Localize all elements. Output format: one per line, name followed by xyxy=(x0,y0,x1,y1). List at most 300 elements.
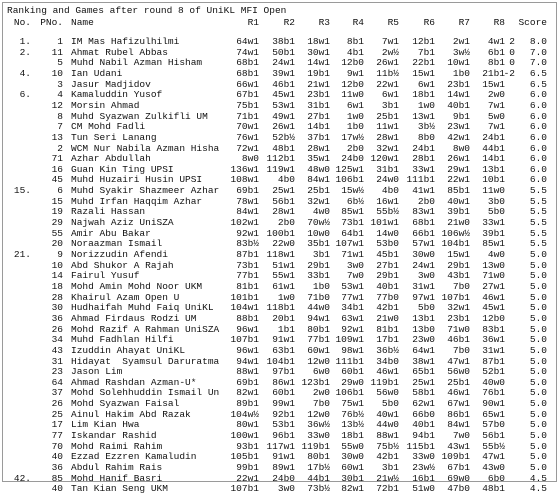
score-cell: 6.0 xyxy=(529,131,547,143)
round-4-result: 76b½ xyxy=(341,408,364,420)
player-number-cell: 29 xyxy=(51,217,63,229)
round-6-result: 13b0 xyxy=(412,323,435,335)
score-cell: 7.0 xyxy=(529,46,547,58)
round-3-result: 3b1 xyxy=(312,249,330,260)
round-1-result: 108w1 xyxy=(230,174,259,186)
round-8-result: 87b1 xyxy=(482,355,505,367)
player-name-cell: CM Mohd Fadli xyxy=(71,121,146,133)
round-3-result: 25b1 xyxy=(307,185,330,197)
player-number-cell: 55 xyxy=(51,227,63,239)
player-number-cell: 30 xyxy=(51,302,63,314)
report-title: Ranking and Games after round 8 of UniKL MFI Open xyxy=(7,5,287,16)
round-3-result: 10w0 xyxy=(307,227,330,239)
round-6-result: 12b1 xyxy=(412,36,435,47)
score-cell: 5.5 xyxy=(529,206,547,218)
round-7-result: 109b1 xyxy=(441,451,470,463)
round-1-result: 67b1 xyxy=(236,89,259,101)
score-cell: 6.0 xyxy=(529,89,547,101)
round-2-result: 22w0 xyxy=(272,238,295,250)
round-5-result: 56w0 xyxy=(376,387,399,399)
round-2-result: 104b1 xyxy=(266,355,295,367)
player-number-cell: 40 xyxy=(51,483,63,495)
round-5-result: 24w0 xyxy=(376,174,399,186)
score-cell: 5.0 xyxy=(529,376,547,388)
player-number-cell: 23 xyxy=(51,366,63,378)
round-7-result: 22w1 xyxy=(447,174,470,186)
round-8-result: 12b0 xyxy=(482,312,505,324)
round-7-result: 7b0 xyxy=(452,344,470,356)
player-name-cell: Mohd Hanif Basri xyxy=(71,472,163,484)
rank-cell: 6. xyxy=(19,89,31,101)
round-1-result: 88w1 xyxy=(236,366,259,378)
round-3-result: 27b1 xyxy=(307,110,330,122)
round-8-result: 46w1 xyxy=(482,291,505,303)
round-2-result: 25w1 xyxy=(272,185,295,197)
player-number-cell: 12 xyxy=(51,99,63,111)
round-4-result: 106b1 xyxy=(335,174,364,186)
table-row xyxy=(3,483,556,495)
player-number-cell: 37 xyxy=(51,387,63,399)
round-6-result: 33w0 xyxy=(412,451,435,463)
score-cell: 6.0 xyxy=(529,110,547,122)
round-8-result: 55b½ xyxy=(482,440,505,452)
round-4-result: 63w1 xyxy=(341,312,364,324)
round-4-result: 92w1 xyxy=(341,323,364,335)
round-5-result: 75b½ xyxy=(376,440,399,452)
round-6-result: 3b½ xyxy=(417,121,435,133)
score-cell: 6.5 xyxy=(529,78,547,90)
player-number-cell: 4 xyxy=(57,89,63,101)
round-8-result: 31w1 xyxy=(482,344,505,356)
round-7-result: 84w1 xyxy=(447,419,470,431)
round-2-result: 20b1 xyxy=(272,312,295,324)
round-7-result: 46b1 xyxy=(447,334,470,346)
round-5-result: 3b1 xyxy=(381,99,399,111)
score-cell: 5.0 xyxy=(529,312,547,324)
round-8-result: 90w1 xyxy=(482,398,505,410)
round-5-result: 5b0 xyxy=(381,398,399,410)
round-1-result: 71b1 xyxy=(236,110,259,122)
player-name-cell: Iskandar Rashid xyxy=(71,430,157,442)
player-number-cell: 28 xyxy=(51,291,63,303)
round-6-result: 24b1 xyxy=(412,142,435,154)
round-2-result: 53b1 xyxy=(272,419,295,431)
round-2-result: 3w0 xyxy=(277,483,295,495)
round-8-result: 56b1 xyxy=(482,430,505,442)
round-1-result: 104w1 xyxy=(230,302,259,314)
player-number-cell: 18 xyxy=(51,280,63,292)
round-8-result: 5b0 xyxy=(487,206,505,218)
player-number-cell: 9 xyxy=(57,249,63,260)
round-7-result: 47w1 xyxy=(447,355,470,367)
round-4-result: 12b0 xyxy=(341,78,364,90)
player-name-cell: Mohd Razif A Rahman UniSZA xyxy=(71,323,220,335)
round-4-result: 106b1 xyxy=(335,387,364,399)
round-8-result: 47w1 xyxy=(482,451,505,463)
player-number-cell: 10 xyxy=(51,67,63,79)
round-3-result: 60w1 xyxy=(307,344,330,356)
score-cell: 5.5 xyxy=(529,195,547,207)
round-7-result: 26w1 xyxy=(447,153,470,165)
round-1-result: 99b1 xyxy=(236,462,259,473)
round-6-result: 5b0 xyxy=(417,302,435,314)
round-4-result: 53w1 xyxy=(341,280,364,292)
round-1-result: 84w1 xyxy=(236,206,259,218)
round-3-result: 12w0 xyxy=(307,355,330,367)
round-5-result: 22w1 xyxy=(376,78,399,90)
round-8-result: 44b1 xyxy=(482,142,505,154)
round-8-result: 48b1 xyxy=(482,483,505,495)
rank-cell: 2. xyxy=(19,46,31,58)
player-name-cell: Mohd Amin Mohd Noor UKM xyxy=(71,280,203,292)
player-number-cell: 36 xyxy=(51,462,63,473)
round-3-result: 19b1 xyxy=(307,67,330,79)
round-8-result: 76b1 xyxy=(482,387,505,399)
player-number-cell: 5 xyxy=(57,57,63,69)
score-cell: 5.0 xyxy=(529,408,547,420)
round-3-result: 80b1 xyxy=(307,323,330,335)
round-5-result: 36b½ xyxy=(376,344,399,356)
round-2-result: 46b1 xyxy=(272,78,295,90)
round-7-result: 47b0 xyxy=(447,483,470,495)
player-name-cell: Ian Udani xyxy=(71,67,123,79)
round-6-result: 13w1 xyxy=(412,110,435,122)
round-5-result: 42b1 xyxy=(376,451,399,463)
round-4-result: 30b1 xyxy=(341,472,364,484)
player-name-cell: Morsin Ahmad xyxy=(71,99,140,111)
player-name-cell: WCM Nur Nabila Azman Hisha xyxy=(71,142,220,154)
round-5-result: 120w1 xyxy=(370,153,399,165)
round-1-result: 73b1 xyxy=(236,259,259,271)
tiebreak-cell: 2 xyxy=(509,36,515,47)
score-cell: 5.0 xyxy=(529,355,547,367)
round-1-result: 81b1 xyxy=(236,280,259,292)
score-cell: 5.0 xyxy=(529,366,547,378)
round-5-result: 14w0 xyxy=(376,227,399,239)
round-7-result: 21w0 xyxy=(447,217,470,229)
round-4-result: 2b0 xyxy=(346,142,364,154)
player-name-cell: Ahmad Firdaus Rodzi UM xyxy=(71,312,197,324)
round-6-result: 23w½ xyxy=(412,462,435,473)
round-2-result: 100b1 xyxy=(266,227,295,239)
player-number-cell: 11 xyxy=(51,46,63,58)
player-name-cell: Muhd Huzairi Husin UPSI xyxy=(71,174,203,186)
player-number-cell: 45 xyxy=(51,174,63,186)
player-name-cell: Tun Seri Lanang xyxy=(71,131,157,143)
round-2-result: 2b0 xyxy=(277,217,295,229)
player-name-cell: Abd Shukor A Rajah xyxy=(71,259,174,271)
player-name-cell: Najwah Aziz UniSZA xyxy=(71,217,174,229)
round-4-result: 7w0 xyxy=(346,270,364,282)
round-7-result: 2w1 xyxy=(452,36,470,47)
round-5-result: 119b1 xyxy=(370,376,399,388)
round-3-result: 28w1 xyxy=(307,142,330,154)
round-4-result: 11w0 xyxy=(341,89,364,101)
round-8-result: 6b0 xyxy=(487,472,505,484)
round-5-result: 40b1 xyxy=(376,280,399,292)
round-5-result: 16w1 xyxy=(376,195,399,207)
round-4-result: 30w0 xyxy=(341,451,364,463)
round-7-result: 86b1 xyxy=(447,408,470,420)
round-3-result: 35b1 xyxy=(307,238,330,250)
round-6-result: 65b1 xyxy=(412,366,435,378)
round-1-result: 76w1 xyxy=(236,131,259,143)
round-2-result: 118b1 xyxy=(266,302,295,314)
round-6-result: 1w0 xyxy=(417,99,435,111)
round-8-result: 65w1 xyxy=(482,408,505,420)
round-3-result: 48w0 xyxy=(307,163,330,175)
round-4-result: 3w0 xyxy=(346,259,364,271)
header-r1: R1 xyxy=(247,17,259,28)
round-5-result: 81b1 xyxy=(376,323,399,335)
player-name-cell: Ahmad Rashdan Azman-U* xyxy=(71,376,197,388)
score-cell: 5.0 xyxy=(529,451,547,463)
player-name-cell: Azhar Abdullah xyxy=(71,153,151,165)
round-7-result: 40w1 xyxy=(447,195,470,207)
player-number-cell: 10 xyxy=(51,259,63,271)
round-1-result: 100w1 xyxy=(230,430,259,442)
player-name-cell: Abdul Rahim Rais xyxy=(71,462,163,473)
round-8-result: 14b1 xyxy=(482,153,505,165)
round-5-result: 31b1 xyxy=(376,163,399,175)
round-5-result: 3b1 xyxy=(381,462,399,473)
round-3-result: 33w0 xyxy=(307,430,330,442)
round-3-result: 17b½ xyxy=(307,462,330,473)
score-cell: 7.0 xyxy=(529,57,547,69)
round-6-result: 62w1 xyxy=(412,398,435,410)
player-number-cell: 26 xyxy=(51,323,63,335)
score-cell: 5.0 xyxy=(529,302,547,314)
round-2-result: 119w1 xyxy=(266,163,295,175)
score-cell: 5.5 xyxy=(529,227,547,239)
player-name-cell: Muhd Nabil Azman Hisham xyxy=(71,57,203,69)
header-r7: R7 xyxy=(458,17,470,28)
rank-cell: 1. xyxy=(19,36,31,47)
round-1-result: 70w1 xyxy=(236,121,259,133)
round-7-result: 7w0 xyxy=(452,430,470,442)
score-cell: 6.5 xyxy=(529,67,547,79)
player-name-cell: Fairul Yusuf xyxy=(71,270,140,282)
score-cell: 5.0 xyxy=(529,280,547,292)
round-3-result: 44w0 xyxy=(307,302,330,314)
round-2-result: 63b1 xyxy=(272,344,295,356)
round-7-result: 40b1 xyxy=(447,99,470,111)
player-number-cell: 6 xyxy=(57,185,63,197)
round-8-result: 4w1 xyxy=(487,36,505,47)
round-7-result: 15w1 xyxy=(447,249,470,260)
round-4-result: 60w1 xyxy=(341,462,364,473)
round-6-result: 23w0 xyxy=(412,334,435,346)
round-1-result: 92w1 xyxy=(236,227,259,239)
round-2-result: 53w1 xyxy=(272,99,295,111)
round-7-result: 29b1 xyxy=(447,259,470,271)
round-8-result: 85w1 xyxy=(482,238,505,250)
round-2-result: 1b1 xyxy=(277,323,295,335)
player-name-cell: Muhd Syakir Shazmeer Azhar xyxy=(71,185,220,197)
player-name-cell: Muhd Syazwan Zulkifli UM xyxy=(71,110,208,122)
round-6-result: 57w1 xyxy=(412,238,435,250)
score-cell: 6.0 xyxy=(529,163,547,175)
rank-cell: 21. xyxy=(13,249,31,260)
round-8-result: 10b1 xyxy=(482,174,505,186)
round-8-result: 24b1 xyxy=(482,131,505,143)
round-6-result: 7b1 xyxy=(417,46,435,58)
round-5-result: 21w0 xyxy=(376,312,399,324)
round-7-result: 106w½ xyxy=(441,227,470,239)
player-number-cell: 43 xyxy=(51,344,63,356)
round-7-result: 42w1 xyxy=(447,131,470,143)
round-3-result: 123b1 xyxy=(301,376,330,388)
player-number-cell: 15 xyxy=(51,195,63,207)
round-6-result: 111b1 xyxy=(406,174,435,186)
round-4-result: 1w0 xyxy=(346,110,364,122)
round-7-result: 107b1 xyxy=(441,291,470,303)
round-2-result: 24b0 xyxy=(272,472,295,484)
round-2-result: 112b1 xyxy=(266,153,295,165)
round-1-result: 77b1 xyxy=(236,270,259,282)
round-4-result: 125w1 xyxy=(335,163,364,175)
round-2-result: 91w1 xyxy=(272,451,295,463)
round-4-result: 6b½ xyxy=(346,195,364,207)
rank-cell: 4. xyxy=(19,67,31,79)
round-4-result: 9w1 xyxy=(346,67,364,79)
round-6-result: 28b1 xyxy=(412,153,435,165)
round-1-result: 104w½ xyxy=(230,408,259,420)
player-name-cell: Izuddin Ahayat UniKL xyxy=(71,344,186,356)
player-number-cell: 14 xyxy=(51,270,63,282)
round-3-result: 29b1 xyxy=(307,259,330,271)
player-name-cell: Guan Kin Ting UPSI xyxy=(71,163,174,175)
round-7-result: 25b1 xyxy=(447,376,470,388)
round-6-result: 3w0 xyxy=(417,270,435,282)
round-2-result: 89w1 xyxy=(272,462,295,473)
round-6-result: 97w1 xyxy=(412,291,435,303)
round-6-result: 41w1 xyxy=(412,185,435,197)
round-2-result: 51w1 xyxy=(272,259,295,271)
round-2-result: 56b1 xyxy=(272,195,295,207)
round-5-result: 29b1 xyxy=(376,270,399,282)
round-2-result: 86w1 xyxy=(272,376,295,388)
round-5-result: 34b0 xyxy=(376,355,399,367)
round-5-result: 55b½ xyxy=(376,206,399,218)
player-number-cell: 8 xyxy=(57,110,63,122)
player-name-cell: Jason Lim xyxy=(71,366,123,378)
round-5-result: 44w0 xyxy=(376,419,399,431)
round-7-result: 67b1 xyxy=(447,462,470,473)
player-name-cell: Hidayat Syamsul Daruratma xyxy=(71,355,220,367)
round-1-result: 83b½ xyxy=(236,238,259,250)
round-7-result: 14w1 xyxy=(447,89,470,101)
player-number-cell: 64 xyxy=(51,376,63,388)
round-7-result: 9b1 xyxy=(452,110,470,122)
rank-cell: 42. xyxy=(13,472,31,484)
score-cell: 5.0 xyxy=(529,430,547,442)
round-6-result: 38w1 xyxy=(412,355,435,367)
round-4-result: 18b1 xyxy=(341,430,364,442)
round-3-result: 73b½ xyxy=(307,483,330,495)
round-1-result: 75b1 xyxy=(236,99,259,111)
round-1-result: 88b1 xyxy=(236,312,259,324)
round-8-result: 7w1 xyxy=(487,99,505,111)
round-5-result: 27b1 xyxy=(376,259,399,271)
round-1-result: 69b1 xyxy=(236,376,259,388)
score-cell: 5.0 xyxy=(529,334,547,346)
round-8-result: 40w0 xyxy=(482,376,505,388)
round-4-result: 85w1 xyxy=(341,206,364,218)
round-4-result: 4b1 xyxy=(346,46,364,58)
round-5-result: 6w1 xyxy=(381,89,399,101)
round-8-result: 6b1 xyxy=(487,46,505,58)
round-6-result: 22b1 xyxy=(412,57,435,69)
round-7-result: 39b1 xyxy=(447,206,470,218)
score-cell: 5.0 xyxy=(529,344,547,356)
score-cell: 5.0 xyxy=(529,259,547,271)
score-cell: 6.0 xyxy=(529,174,547,186)
player-name-cell: Tan Kian Seng UKM xyxy=(71,483,168,495)
header-score: Score xyxy=(518,17,547,28)
round-8-result: 43w0 xyxy=(482,462,505,473)
round-4-result: 109w1 xyxy=(335,334,364,346)
round-3-result: 18w1 xyxy=(307,36,330,47)
round-8-result: 8b1 xyxy=(487,57,505,69)
round-8-result: 57b0 xyxy=(482,419,505,431)
score-cell: 8.0 xyxy=(529,36,547,47)
score-cell: 6.0 xyxy=(529,121,547,133)
round-4-result: 75w1 xyxy=(341,398,364,410)
round-7-result: 23w1 xyxy=(447,121,470,133)
round-4-result: 17w½ xyxy=(341,131,364,143)
round-2-result: 92b1 xyxy=(272,408,295,420)
round-1-result: 96w1 xyxy=(236,323,259,335)
round-4-result: 29w0 xyxy=(341,376,364,388)
round-4-result: 1b0 xyxy=(346,121,364,133)
player-number-cell: 40 xyxy=(51,451,63,463)
player-name-cell: Ahmat Rubel Abbas xyxy=(71,46,168,58)
score-cell: 5.0 xyxy=(529,291,547,303)
round-5-result: 53b0 xyxy=(376,238,399,250)
round-1-result: 102w1 xyxy=(230,217,259,229)
round-8-result: 33w1 xyxy=(482,217,505,229)
round-2-result: 118w1 xyxy=(266,249,295,260)
round-2-result: 117w1 xyxy=(266,440,295,452)
round-1-result: 80w1 xyxy=(236,419,259,431)
round-4-result: 13b½ xyxy=(341,419,364,431)
player-number-cell: 25 xyxy=(51,408,63,420)
player-name-cell: Mohd Syazwan Faisal xyxy=(71,398,180,410)
player-number-cell: 71 xyxy=(51,153,63,165)
round-2-result: 1w0 xyxy=(277,291,295,303)
round-5-result: 32w1 xyxy=(376,142,399,154)
rank-cell: 15. xyxy=(13,185,31,197)
round-1-result: 82w1 xyxy=(236,387,259,399)
round-8-result: 7w1 xyxy=(487,121,505,133)
header-r3: R3 xyxy=(318,17,330,28)
round-2-result: 48b1 xyxy=(272,142,295,154)
round-5-result: 72b1 xyxy=(376,483,399,495)
round-6-result: 64w1 xyxy=(412,344,435,356)
round-2-result: 49w1 xyxy=(272,110,295,122)
round-1-result: 101b1 xyxy=(230,291,259,303)
header-r8: R8 xyxy=(493,17,505,28)
round-3-result: 71b0 xyxy=(307,291,330,303)
round-6-result: 16b1 xyxy=(412,472,435,484)
round-5-result: 40w1 xyxy=(376,408,399,420)
round-7-result: 43w1 xyxy=(447,440,470,452)
round-3-result: 31b1 xyxy=(307,99,330,111)
round-2-result: 26w1 xyxy=(272,121,295,133)
player-name-cell: Hudhaifah Muhd Faiq UniKL xyxy=(71,302,214,314)
round-1-result: 66w1 xyxy=(236,78,259,90)
